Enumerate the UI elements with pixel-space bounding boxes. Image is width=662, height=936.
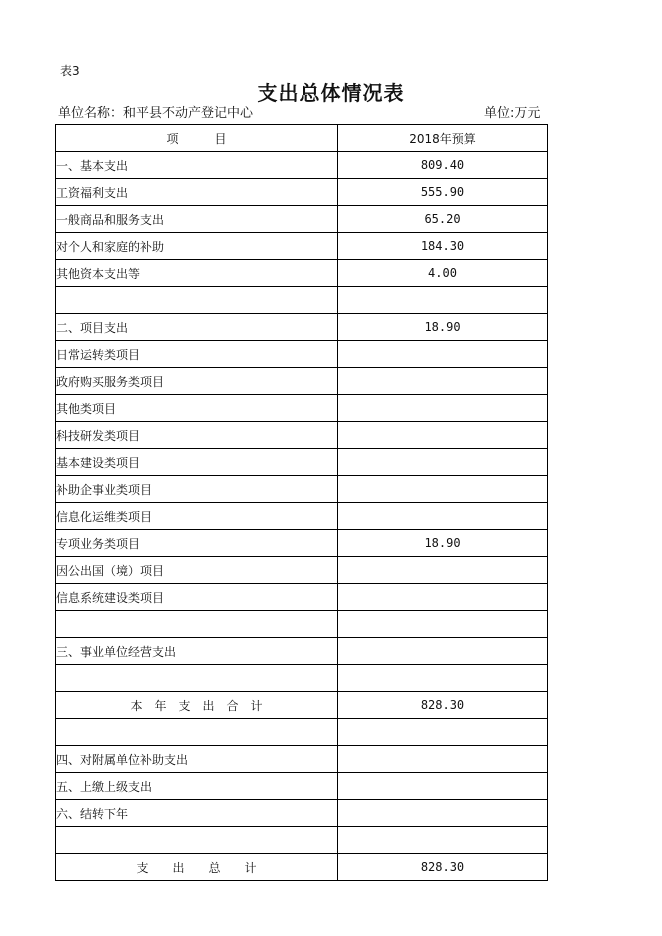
row-amount (338, 395, 548, 422)
table-row (56, 611, 548, 638)
row-amount (338, 503, 548, 530)
row-label: 政府购买服务类项目 (56, 368, 338, 395)
table-row (56, 746, 548, 773)
row-label: 一般商品和服务支出 (56, 206, 338, 233)
row-label: 六、结转下年 (56, 800, 338, 827)
table-row (56, 206, 548, 233)
row-amount: 4.00 (338, 260, 548, 287)
row-label: 本 年 支 出 合 计 (56, 692, 338, 719)
table-row (56, 152, 548, 179)
table-number: 表3 (60, 64, 80, 78)
row-amount (338, 341, 548, 368)
column-header-budget: 2018年预算 (338, 125, 548, 152)
table-row (56, 341, 548, 368)
row-amount (338, 584, 548, 611)
row-label (56, 665, 338, 692)
row-amount (338, 800, 548, 827)
table-row (56, 827, 548, 854)
table-row (56, 557, 548, 584)
row-amount (338, 287, 548, 314)
table-row (56, 503, 548, 530)
table-row (56, 260, 548, 287)
table-row (56, 854, 548, 881)
table-row (56, 692, 548, 719)
row-label: 日常运转类项目 (56, 341, 338, 368)
row-amount: 809.40 (338, 152, 548, 179)
row-amount: 65.20 (338, 206, 548, 233)
table-row (56, 233, 548, 260)
row-label (56, 611, 338, 638)
row-amount (338, 773, 548, 800)
row-label: 其他类项目 (56, 395, 338, 422)
page-title: 支出总体情况表 (257, 81, 405, 105)
table-row (56, 530, 548, 557)
row-label: 科技研发类项目 (56, 422, 338, 449)
row-amount: 828.30 (338, 692, 548, 719)
row-amount: 555.90 (338, 179, 548, 206)
row-label (56, 287, 338, 314)
row-label: 三、事业单位经营支出 (56, 638, 338, 665)
table-row (56, 368, 548, 395)
currency-unit-label: 单位:万元 (484, 106, 541, 121)
row-label (56, 827, 338, 854)
table-row (56, 719, 548, 746)
row-amount (338, 449, 548, 476)
row-label: 对个人和家庭的补助 (56, 233, 338, 260)
table-row (56, 665, 548, 692)
row-label: 一、基本支出 (56, 152, 338, 179)
table-row (56, 476, 548, 503)
row-amount: 828.30 (338, 854, 548, 881)
table-row (56, 422, 548, 449)
row-amount (338, 476, 548, 503)
row-amount (338, 719, 548, 746)
row-amount (338, 665, 548, 692)
row-amount: 184.30 (338, 233, 548, 260)
row-label: 基本建设类项目 (56, 449, 338, 476)
row-label: 补助企事业类项目 (56, 476, 338, 503)
column-header-item: 项 目 (56, 125, 338, 152)
row-label: 四、对附属单位补助支出 (56, 746, 338, 773)
row-label: 五、上缴上级支出 (56, 773, 338, 800)
expenditure-table (55, 124, 548, 881)
row-amount (338, 557, 548, 584)
row-label: 专项业务类项目 (56, 530, 338, 557)
table-row (56, 314, 548, 341)
unit-name-label: 单位名称：和平县不动产登记中心 (58, 106, 254, 121)
row-label: 信息化运维类项目 (56, 503, 338, 530)
table-row (56, 584, 548, 611)
row-label: 支 出 总 计 (56, 854, 338, 881)
row-label: 二、项目支出 (56, 314, 338, 341)
row-label: 因公出国（境）项目 (56, 557, 338, 584)
row-amount (338, 746, 548, 773)
row-amount: 18.90 (338, 530, 548, 557)
row-label: 其他资本支出等 (56, 260, 338, 287)
table-row (56, 179, 548, 206)
table-row (56, 638, 548, 665)
row-amount (338, 827, 548, 854)
table-row (56, 287, 548, 314)
row-amount (338, 422, 548, 449)
row-label: 工资福利支出 (56, 179, 338, 206)
row-amount: 18.90 (338, 314, 548, 341)
row-label: 信息系统建设类项目 (56, 584, 338, 611)
row-amount (338, 638, 548, 665)
row-amount (338, 368, 548, 395)
table-row (56, 800, 548, 827)
row-label (56, 719, 338, 746)
table-header-row (56, 125, 548, 152)
row-amount (338, 611, 548, 638)
table-row (56, 773, 548, 800)
table-row (56, 449, 548, 476)
table-row (56, 395, 548, 422)
